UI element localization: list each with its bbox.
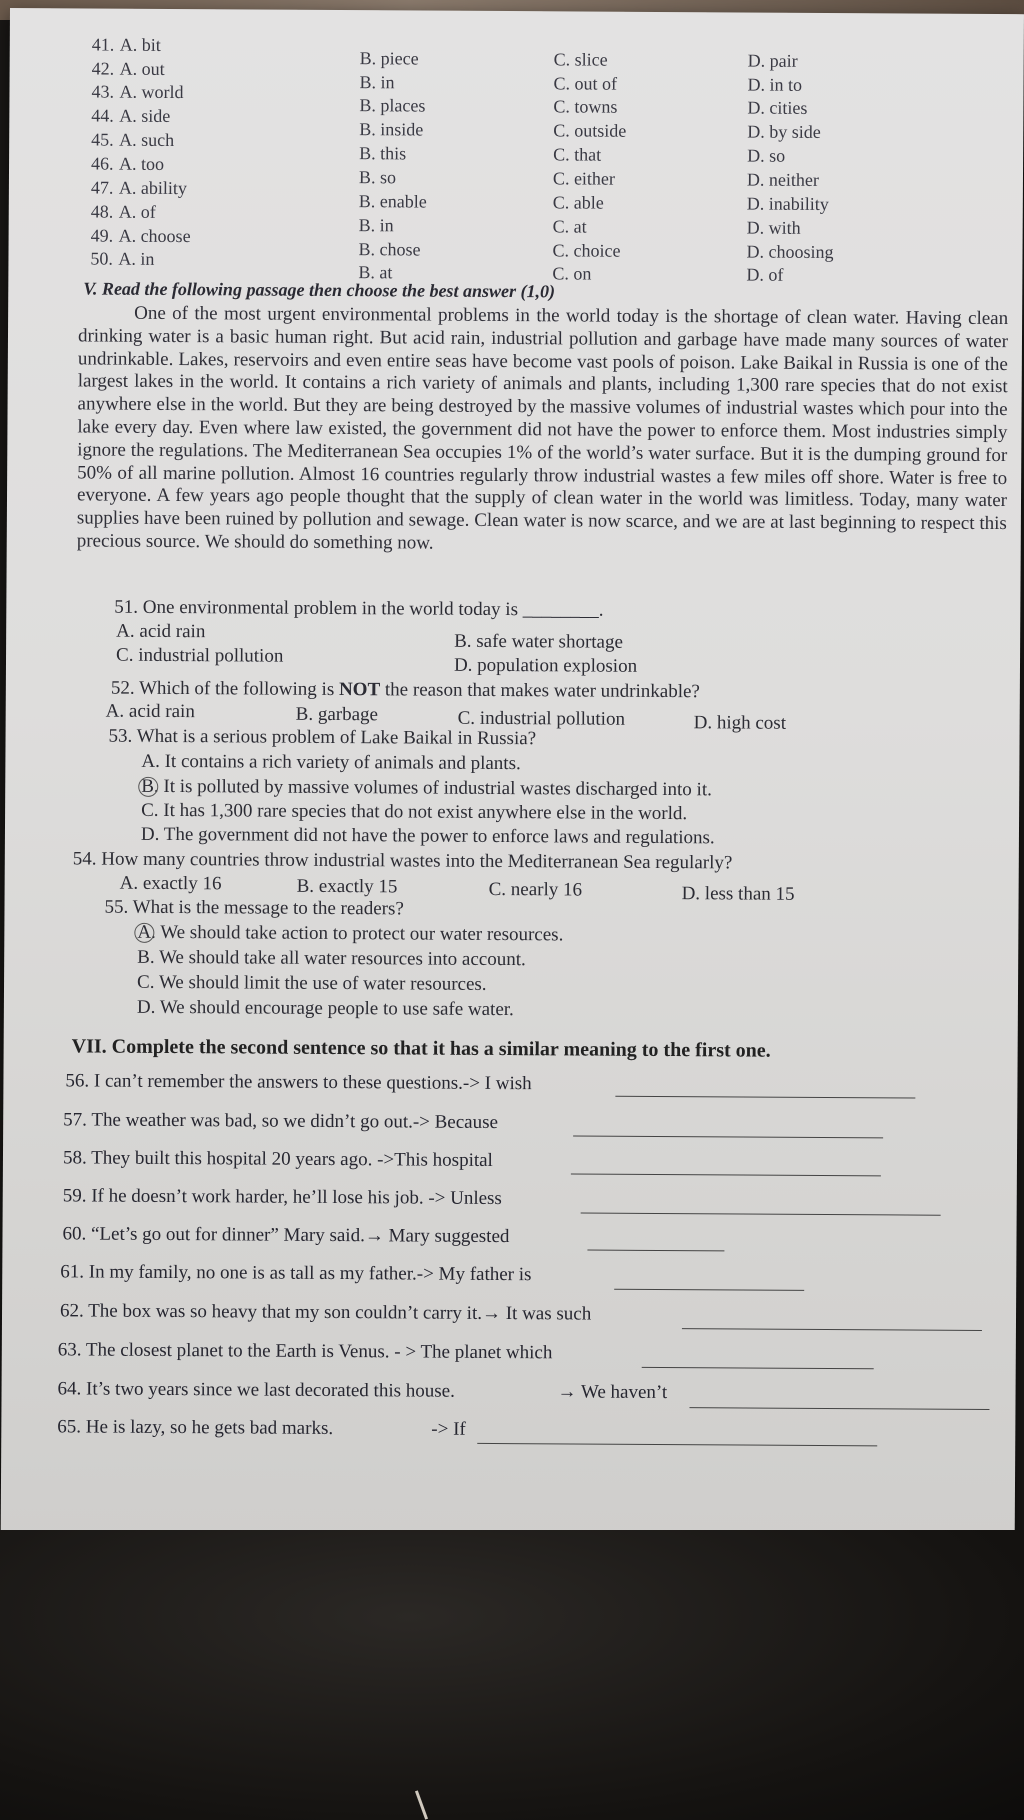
mc-option-d[interactable]: D. in to (747, 74, 803, 95)
mc-option-b[interactable]: B. at (358, 262, 393, 283)
rewrite-item-56: 56. I can’t remember the answers to these questions.-> I wish (65, 1070, 532, 1095)
mc-option-a[interactable]: A. ability (118, 177, 187, 199)
q52-stem-post: the reason that makes water undrinkable? (380, 679, 700, 703)
mc-option-c[interactable]: C. at (552, 216, 587, 237)
reading-passage: One of the most urgent environmental problems in the world today is the shortage of clean water. Having clean drinking water is a basic human right. But acid rain, industrial pollution and garbage have made many sources of water undrinkable. Lakes, reservoirs and even entire seas have become vast pools of poison. Lake Baikal in Russia is one of the largest lakes in the world. It contains a rich variety of animals and plants, including 1,300 rare species that do not exist anywhere else in the world. But they are being destroyed by the massive volumes of industrial wastes which pour into the lake every day. Even where law existed, the government did not have the power to enforce them. Most industries simply ignore the regulations. The Mediterranean Sea occupies 1% of the world’s water surface. But it is the dumping ground for 50% of all marine pollution. Almost 16 countries regularly throw industrial wastes a few miles off shore. Water is free to everyone. A few years ago people thought that the supply of clean water in the world was limitless. Today, many water supplies have been ruined by pollution and sewage. Clean water is now scarce, and we are at last beginning to respect this precious source. We should do something now. (76, 302, 1009, 554)
mc-row-50 (90, 248, 990, 285)
mc-option-c[interactable]: C. outside (553, 120, 627, 141)
mc-number: 48. (90, 201, 114, 222)
mc-option-d[interactable]: D. so (747, 145, 786, 166)
mc-option-a[interactable]: A. of (118, 201, 156, 222)
q54-option-d[interactable]: D. less than 15 (681, 883, 795, 905)
q54-option-c[interactable]: C. nearly 16 (488, 878, 583, 901)
mc-option-c[interactable]: C. towns (553, 96, 618, 117)
rewrite-item-63: 63. The closest planet to the Earth is Venus. - > The planet which (57, 1339, 553, 1364)
mc-option-b[interactable]: B. this (359, 143, 407, 164)
section-vii-title: VII. Complete the second sentence so that it has a similar meaning to the first one. (71, 1035, 771, 1062)
question-55-stem: 55. What is the message to the readers? (104, 896, 404, 920)
mc-option-a[interactable]: A. world (119, 81, 184, 103)
rewrite-item-60: 60. “Let’s go out for dinner” Mary said.→ Mary suggested (62, 1223, 510, 1248)
mc-option-c[interactable]: C. able (552, 192, 604, 213)
rewrite-item-58: 58. They built this hospital 20 years ago. ->This hospital (62, 1147, 493, 1171)
mc-option-c[interactable]: C. choice (552, 240, 621, 261)
mc-option-d[interactable]: D. pair (747, 50, 798, 71)
question-51-stem: 51. One environmental problem in the world today is ________. (114, 596, 604, 621)
mc-option-c[interactable]: C. slice (553, 49, 608, 70)
mc-option-a[interactable]: A. such (119, 129, 175, 151)
q51-option-b[interactable]: B. safe water shortage (454, 630, 624, 653)
mc-number: 47. (90, 177, 114, 198)
rewrite-item-59: 59. If he doesn’t work harder, he’ll lose his job. -> Unless (62, 1185, 502, 1210)
rewrite-item-65-tail: -> If (431, 1418, 466, 1440)
q55-option-a[interactable]: A. We should take action to protect our water resources. (137, 921, 564, 946)
q55-option-b[interactable]: B. We should take all water resources into account. (137, 946, 526, 971)
q51-option-d[interactable]: D. population explosion (453, 654, 638, 677)
answer-line-58[interactable] (571, 1173, 881, 1176)
mc-option-d[interactable]: D. inability (746, 193, 829, 215)
q53-option-c[interactable]: C. It has 1,300 rare species that do not exist anywhere else in the world. (141, 799, 688, 825)
question-52-stem (111, 678, 700, 704)
mc-option-d[interactable]: D. neither (746, 169, 820, 190)
mc-option-d[interactable]: D. choosing (746, 241, 834, 263)
mc-option-a[interactable]: A. bit (119, 34, 161, 55)
mc-number: 42. (91, 58, 115, 79)
q51-option-c[interactable]: C. industrial pollution (115, 644, 284, 667)
q54-option-b[interactable]: B. exactly 15 (296, 875, 398, 898)
answer-line-60[interactable] (587, 1250, 724, 1252)
q53-option-b[interactable]: B. It is polluted by massive volumes of industrial wastes discharged into it. (141, 775, 712, 801)
mc-number: 50. (90, 248, 114, 269)
mc-option-b[interactable]: B. piece (359, 48, 419, 69)
answer-line-59[interactable] (581, 1213, 941, 1216)
q52-stem-not: NOT (338, 679, 381, 701)
mc-option-c[interactable]: C. that (553, 144, 602, 165)
q53-option-a[interactable]: A. It contains a rich variety of animals and plants. (141, 750, 521, 775)
q53-option-d[interactable]: D. The government did not have the power to enforce laws and regulations. (140, 823, 715, 849)
mc-option-b[interactable]: B. in (359, 72, 395, 93)
mc-number: 49. (90, 225, 114, 246)
mc-option-c[interactable]: C. either (552, 168, 616, 189)
mc-option-c[interactable]: C. on (552, 263, 592, 284)
answer-line-56[interactable] (615, 1096, 915, 1099)
mc-number: 43. (91, 81, 115, 102)
mc-option-a[interactable]: A. out (119, 58, 165, 79)
section-v-title: V. Read the following passage then choose the best answer (1,0) (83, 278, 556, 302)
mc-option-b[interactable]: B. places (359, 95, 426, 116)
question-53-stem: 53. What is a serious problem of Lake Baikal in Russia? (108, 725, 537, 750)
rewrite-item-57: 57. The weather was bad, so we didn’t go out.-> Because (63, 1109, 499, 1134)
q52-option-c[interactable]: C. industrial pollution (457, 707, 626, 730)
rewrite-item-64-tail: → We haven’t (557, 1381, 668, 1404)
mc-option-d[interactable]: D. with (746, 217, 801, 238)
mc-option-b[interactable]: B. enable (358, 191, 427, 212)
mc-option-b[interactable]: B. in (358, 215, 394, 236)
answer-line-64[interactable] (689, 1407, 989, 1410)
mc-option-b[interactable]: B. so (358, 167, 397, 188)
rewrite-item-62: 62. The box was so heavy that my son couldn’t carry it.→ It was such (59, 1300, 592, 1325)
rewrite-item-61: 61. In my family, no one is as tall as my father.-> My father is (60, 1261, 532, 1286)
rewrite-item-64: 64. It’s two years since we last decorated this house. (57, 1378, 455, 1402)
q52-stem-pre: 52. Which of the following is (110, 677, 340, 701)
question-54-stem: 54. How many countries throw industrial wastes into the Mediterranean Sea regularly? (72, 848, 733, 874)
mc-option-c[interactable]: C. out of (553, 73, 618, 94)
q55-option-d[interactable]: D. We should encourage people to use safe water. (136, 996, 514, 1021)
mc-number: 45. (91, 129, 114, 150)
worksheet-page (1, 8, 1024, 1554)
q52-option-d[interactable]: D. high cost (693, 712, 787, 734)
q52-option-a[interactable]: A. acid rain (105, 700, 195, 723)
rewrite-item-65: 65. He is lazy, so he gets bad marks. (57, 1416, 334, 1440)
mc-option-a[interactable]: A. side (119, 105, 171, 126)
q55-option-c[interactable]: C. We should limit the use of water resources. (136, 971, 487, 995)
mc-option-b[interactable]: B. chose (358, 239, 421, 260)
mc-option-d[interactable]: D. by side (747, 121, 821, 142)
mc-option-a[interactable]: A. in (118, 248, 155, 269)
q52-option-b[interactable]: B. garbage (295, 703, 379, 726)
mc-number: 44. (91, 105, 114, 126)
mc-option-d[interactable]: D. of (746, 264, 784, 285)
answer-line-65[interactable] (477, 1443, 877, 1446)
answer-line-63[interactable] (642, 1367, 874, 1369)
q51-option-a[interactable]: A. acid rain (116, 620, 206, 643)
answer-line-62[interactable] (682, 1328, 982, 1331)
mc-option-a[interactable]: A. too (118, 153, 165, 174)
answer-line-61[interactable] (614, 1289, 804, 1291)
answer-line-57[interactable] (573, 1135, 883, 1138)
mc-number: 41. (91, 34, 115, 55)
mc-option-a[interactable]: A. choose (118, 225, 191, 247)
mc-option-b[interactable]: B. inside (359, 119, 424, 140)
q54-option-a[interactable]: A. exactly 16 (119, 872, 222, 895)
mc-number: 46. (90, 153, 114, 174)
mc-option-d[interactable]: D. cities (747, 97, 808, 118)
dark-background (0, 1530, 1024, 1820)
